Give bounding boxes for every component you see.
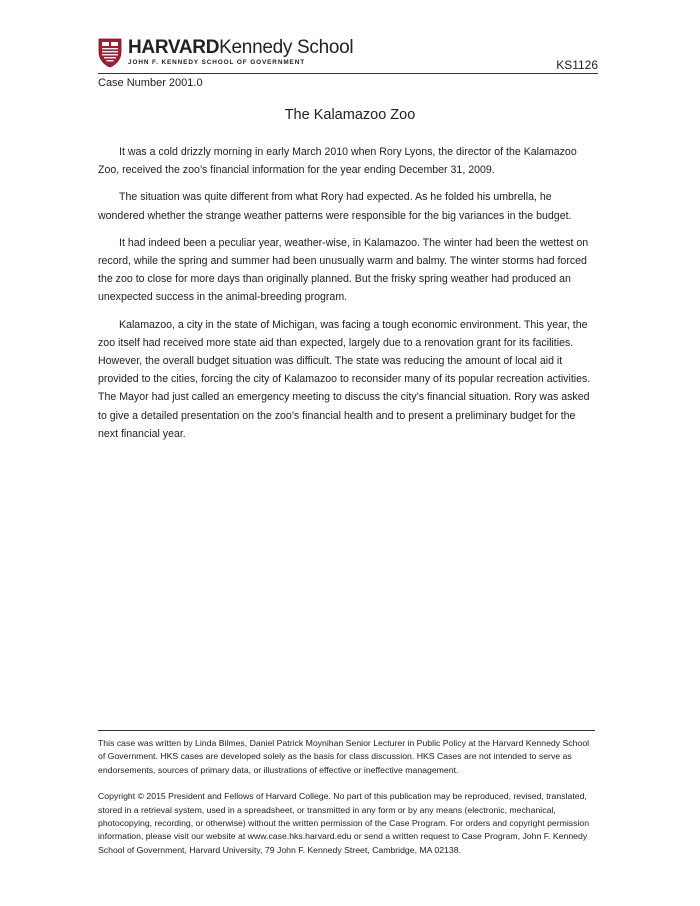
logo-wordmark-bold: HARVARD	[128, 37, 220, 58]
logo-wordmark	[128, 38, 353, 58]
case-code: KS1126	[556, 58, 598, 72]
paragraph: The situation was quite different from what Rory had expected. As he folded his umbrella, he wondered whether the strange weather patterns were responsible for the big variances in the budget.	[98, 191, 572, 222]
paragraph: Kalamazoo, a city in the state of Michigan, was facing a tough economic environment. This year, the zoo itself had received more state aid than expected, largely due to a renovation grant for its facilities. However, the overall budget situation was difficult. The state was reducing the amount of local aid it provided to the cities, forcing the city of Kalamazoo to reconsider many of its popular recreation activities. The Mayor had just called an emergency meeting to discuss the city’s financial situation. Rory was asked to give a detailed presentation on the zoo’s financial health and to present a preliminary budget for the next financial year.	[98, 318, 591, 440]
paragraph: It had indeed been a peculiar year, weather-wise, in Kalamazoo. The winter had been the wettest on record, while the spring and summer had been unusually warm and balmy. The winter storms had forced the zoo to close for more days than originally planned. But the frisky spring weather had produced an unexpected success in the animal-breeding program.	[98, 236, 589, 304]
logo-wordmark-rest: Kennedy School	[219, 37, 354, 58]
document-title: The Kalamazoo Zoo	[284, 107, 416, 123]
footer-divider	[98, 730, 595, 731]
body-text	[98, 143, 598, 452]
header-divider	[98, 73, 598, 74]
author-note: This case was written by Linda Bilmes, Daniel Patrick Moynihan Senior Lecturer in Public Policy at the Harvard Kennedy School of Government. HKS cases are developed solely as the basis for class discussion. HKS Cases are not intended to serve as endorsements, sources of primary data, or illustrations of effective or ineffective management.	[98, 738, 590, 775]
page-footer	[98, 737, 598, 870]
page-header	[98, 38, 598, 78]
logo-subtitle: JOHN F. KENNEDY SCHOOL OF GOVERNMENT	[128, 59, 306, 66]
case-number: Case Number 2001.0	[98, 77, 203, 89]
harvard-shield-icon	[98, 38, 122, 68]
copyright-notice: Copyright © 2015 President and Fellows of Harvard College. No part of this publication may be reproduced, revised, translated, stored in a retrieval system, used in a spreadsheet, or transmitted in any form or by any means (electronic, mechanical, photocopying, recording, or otherwise) without the written permission of the Case Program. For orders and copyright permission information, please visit our website at www.case.hks.harvard.edu or send a written request to Case Program, John F. Kennedy School of Government, Harvard University, 79 John F. Kennedy Street, Cambridge, MA 02138.	[98, 791, 590, 855]
paragraph: It was a cold drizzly morning in early March 2010 when Rory Lyons, the director of the Kalamazoo Zoo, received the zoo’s financial information for the year ending December 31, 2009.	[98, 146, 577, 177]
hks-logo	[98, 38, 353, 68]
